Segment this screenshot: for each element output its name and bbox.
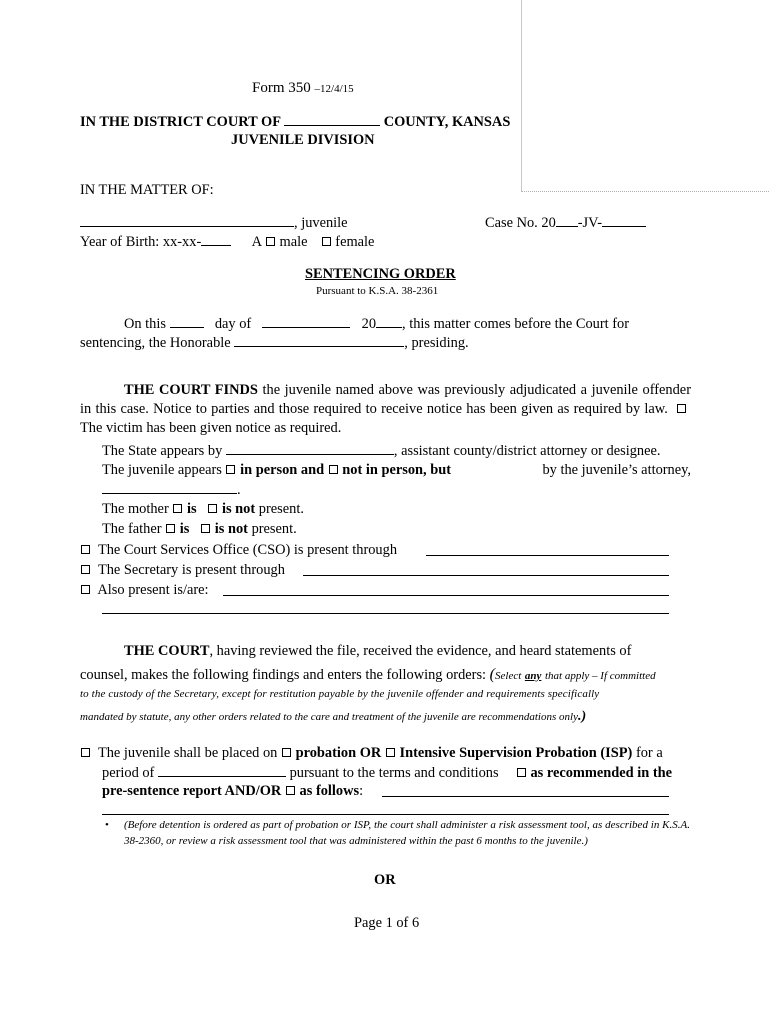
probation-main-checkbox[interactable] [81, 748, 90, 757]
as-follows-field[interactable] [382, 796, 669, 797]
juvenile-line [80, 213, 348, 233]
court-select: Select [495, 670, 522, 682]
as-follows-checkbox[interactable] [286, 786, 295, 795]
cso-checkbox[interactable] [81, 545, 90, 554]
court-orders-text-3: that apply – If committed [544, 670, 656, 682]
victim-notice-checkbox[interactable] [677, 404, 686, 413]
judge-field[interactable] [234, 333, 404, 347]
cso-line [80, 541, 397, 560]
secretary-label: The Secretary is present through [97, 562, 285, 578]
court-finds-paragraph [80, 381, 691, 438]
birth-label: Year of Birth: xx-xx- [80, 234, 202, 250]
birth-sex-line [80, 232, 374, 252]
as-recommended-checkbox[interactable] [517, 768, 526, 777]
father-is-not-label: is not [214, 521, 248, 537]
probation-line-3 [102, 782, 363, 801]
court-paren-open: ( [489, 666, 495, 683]
on-this-label: On this [124, 316, 166, 332]
page-number: Page 1 of 6 [354, 915, 420, 931]
court-finds-text: the juvenile named above was previously adjudicated a juvenile offender in this case. Notice to parties and those required to receive notice has been given as required by law. [80, 382, 691, 417]
document-title: SENTENCING ORDER [305, 266, 456, 282]
female-checkbox[interactable] [322, 237, 331, 246]
father-present-label: present. [251, 521, 297, 537]
honorable-line [80, 333, 469, 353]
date-line-rest: , this matter comes before the Court for [402, 316, 629, 332]
not-in-person-checkbox[interactable] [329, 465, 338, 474]
juvenile-attorney-field[interactable] [102, 480, 237, 494]
probation-line-2 [102, 763, 672, 783]
date-line [124, 314, 629, 334]
clerk-stamp-area [521, 0, 770, 192]
court-finds-heading: THE COURT FINDS [124, 382, 258, 398]
state-appears-label: The State appears by [102, 443, 223, 459]
victim-notice-label: The victim has been given notice as required. [80, 420, 342, 436]
isp-checkbox[interactable] [386, 748, 395, 757]
day-field[interactable] [170, 314, 204, 328]
as-follows-colon: : [359, 783, 364, 799]
father-is-label: is [179, 521, 190, 537]
matter-of: IN THE MATTER OF: [80, 182, 214, 198]
form-date: –12/4/15 [314, 83, 354, 95]
court-heading-right: COUNTY, KANSAS [383, 114, 511, 130]
as-follows-label: as follows [299, 783, 360, 799]
court-orders-text-5: mandated by statute, any other orders related to the care and treatment of the juvenile are recommendations only [80, 711, 578, 723]
or-label: OR [374, 872, 396, 888]
probation-or-label: probation OR [295, 745, 382, 761]
court-orders-line-3: to the custody of the Secretary, except for restitution payable by the juvenile offender and requirements specifically [80, 688, 600, 700]
father-line [102, 520, 297, 539]
male-checkbox[interactable] [266, 237, 275, 246]
in-person-label: in person and [240, 462, 325, 478]
also-present-field-2[interactable] [102, 613, 669, 614]
also-present-label: Also present is/are: [97, 582, 209, 598]
state-attorney-field[interactable] [226, 441, 394, 455]
case-number-field[interactable] [602, 213, 646, 227]
as-follows-field-2[interactable] [102, 814, 669, 815]
document-subtitle: Pursuant to K.S.A. 38-2361 [316, 285, 439, 297]
case-number [485, 213, 646, 233]
court-orders-line-1 [124, 642, 691, 661]
secretary-checkbox[interactable] [81, 565, 90, 574]
male-label: male [279, 234, 308, 250]
juvenile-appears-group [102, 461, 451, 480]
year-field[interactable] [376, 314, 402, 328]
state-appears-line [102, 441, 660, 461]
in-person-checkbox[interactable] [226, 465, 235, 474]
cso-field[interactable] [426, 555, 669, 556]
also-present-field[interactable] [223, 595, 669, 596]
juvenile-attorney-line [102, 480, 241, 500]
pursuant-label: pursuant to the terms and conditions [289, 765, 499, 781]
father-is-not-checkbox[interactable] [201, 524, 210, 533]
form-no: Form 350 [252, 80, 311, 96]
father-label: The father [102, 521, 162, 537]
court-orders-lead [124, 642, 631, 661]
probation-line-1 [80, 744, 663, 763]
father-is-checkbox[interactable] [166, 524, 175, 533]
mother-line [102, 500, 304, 519]
division-heading: JUVENILE DIVISION [231, 132, 375, 148]
form-number [252, 78, 354, 98]
attorney-label: by the juvenile’s attorney, [542, 462, 691, 478]
juvenile-suffix: , juvenile [294, 215, 348, 231]
as-recommended-label: as recommended in the [530, 765, 673, 781]
juvenile-name-field[interactable] [80, 213, 294, 227]
mother-label: The mother [102, 501, 169, 517]
birth-year-field[interactable] [201, 232, 231, 246]
year-prefix: 20 [361, 316, 377, 332]
case-no-label: Case No. [485, 215, 538, 231]
court-heading [80, 112, 510, 132]
state-attorney-label: , assistant county/district attorney or designee. [393, 443, 661, 459]
court-paren-close: .) [577, 709, 587, 724]
probation-checkbox[interactable] [282, 748, 291, 757]
court-heading-bold: THE COURT [124, 643, 210, 659]
county-field[interactable] [284, 112, 380, 126]
court-orders-line-2 [80, 664, 656, 686]
honorable-label: sentencing, the Honorable [80, 335, 231, 351]
mother-is-checkbox[interactable] [173, 504, 182, 513]
mother-present-label: present. [258, 501, 304, 517]
probation-period-field[interactable] [158, 763, 286, 777]
mother-is-not-checkbox[interactable] [208, 504, 217, 513]
court-heading-left: IN THE DISTRICT COURT OF [80, 114, 281, 130]
court-any: any [524, 670, 542, 682]
court-orders-text-2: counsel, makes the following findings and enters the following orders: [80, 667, 487, 683]
month-field[interactable] [262, 314, 350, 328]
mother-is-label: is [186, 501, 197, 517]
for-a-label: for a [635, 745, 663, 761]
case-year-field[interactable] [556, 213, 578, 227]
period-of-label: period of [102, 765, 155, 781]
also-present-checkbox[interactable] [81, 585, 90, 594]
attorney-period: . [237, 482, 241, 498]
mother-is-not-label: is not [221, 501, 256, 517]
secretary-line [80, 561, 285, 580]
court-orders-line-4 [80, 708, 586, 727]
not-in-person-label: not in person, but [342, 462, 452, 478]
female-label: female [335, 234, 375, 250]
secretary-field[interactable] [303, 575, 669, 576]
probation-label: The juvenile shall be placed on [97, 745, 278, 761]
case-no-mid: -JV- [577, 215, 603, 231]
bullet-marker: • [105, 819, 109, 831]
risk-assessment-note: (Before detention is ordered as part of probation or ISP, the court shall administer a risk assessment tool, as described in K.S.A. 38-2360, or review a risk assessment tool that was administered within the past 6 months to the juvenile.) [124, 819, 690, 847]
court-orders-text-1: , having reviewed the file, received the evidence, and heard statements of [209, 643, 632, 659]
cso-label: The Court Services Office (CSO) is present through [97, 542, 398, 558]
case-no-prefix: 20 [541, 215, 556, 231]
isp-label: Intensive Supervision Probation (ISP) [399, 745, 633, 761]
day-of-label: day of [214, 316, 252, 332]
juvenile-appears-label: The juvenile appears [102, 462, 222, 478]
presiding-label: , presiding. [404, 335, 469, 351]
pre-sentence-report-label: pre-sentence report AND/OR [102, 783, 282, 799]
also-present-line [80, 581, 209, 600]
juvenile-appears-line [102, 461, 691, 480]
sex-prefix: A [251, 234, 262, 250]
